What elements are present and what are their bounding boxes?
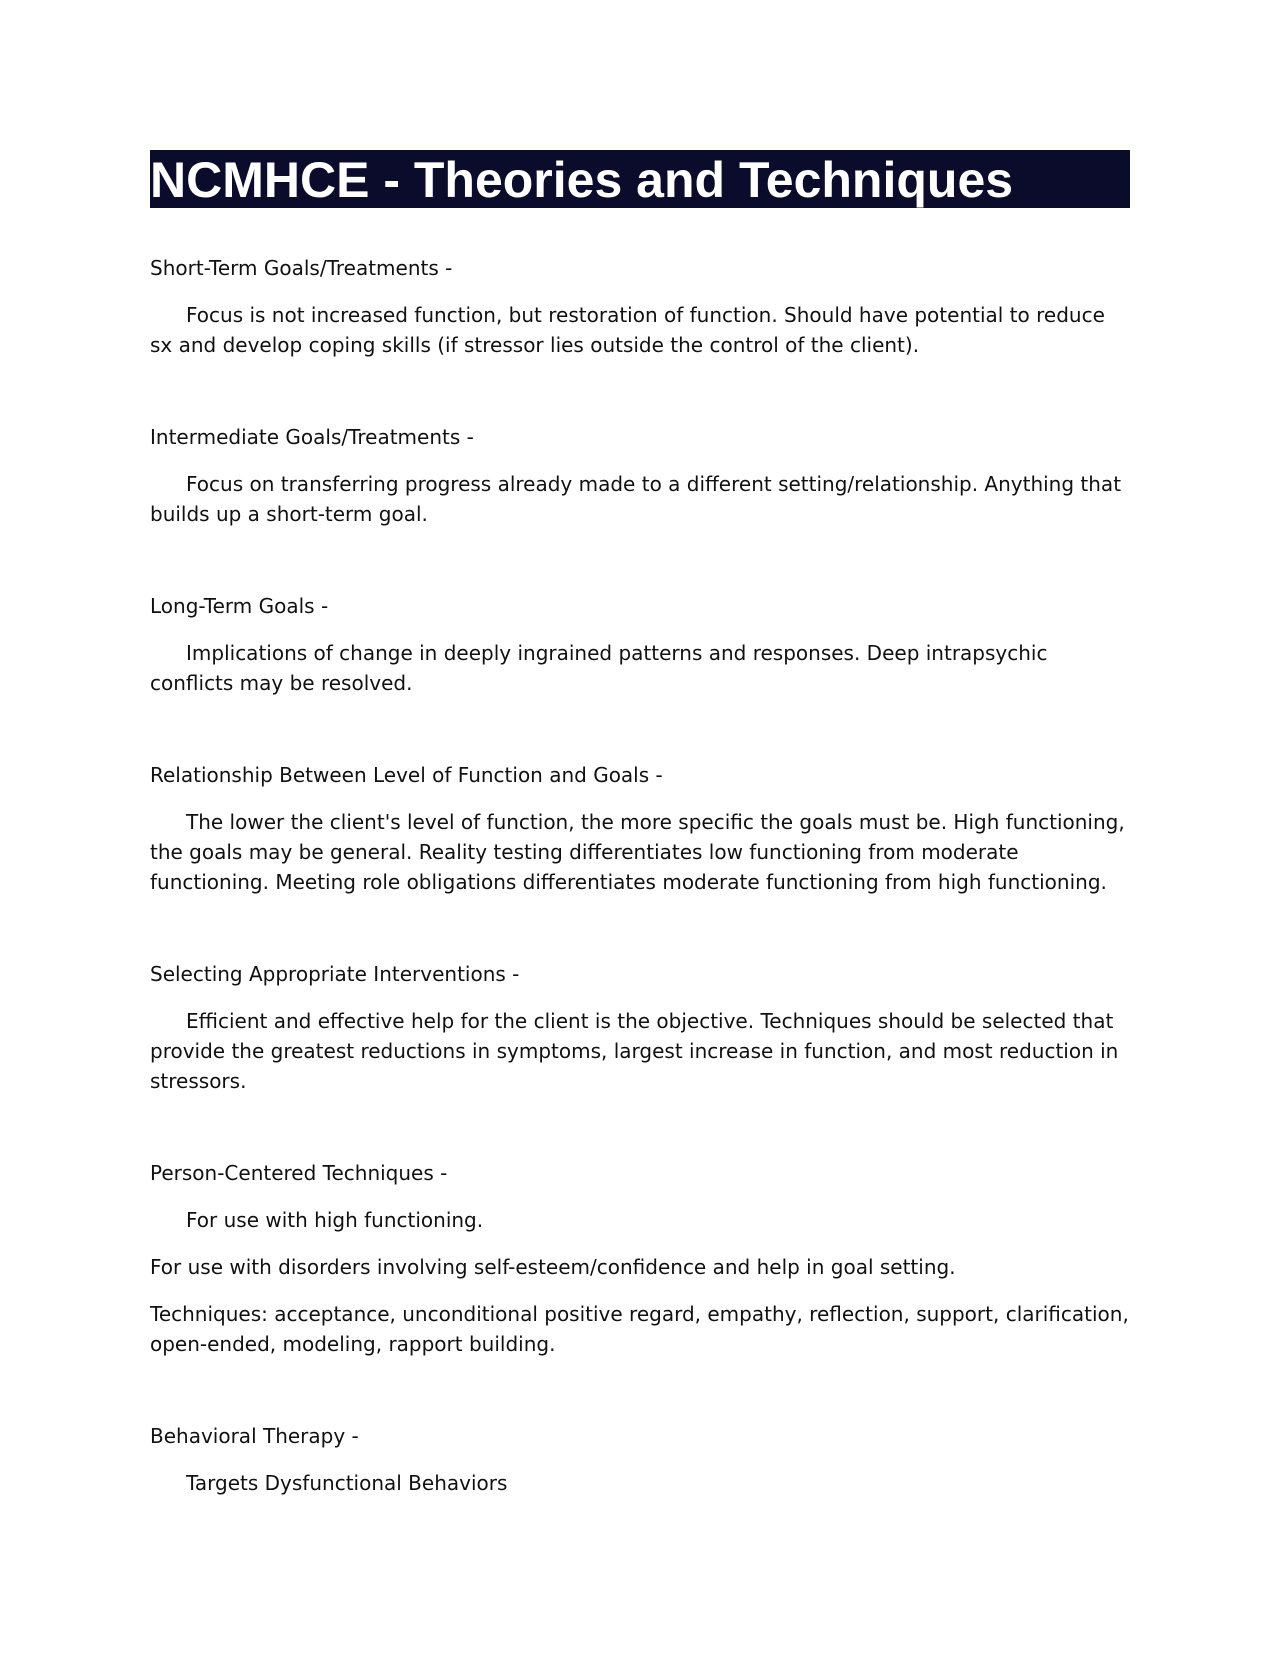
section-relationship-function-goals [150, 760, 1130, 897]
section-long-term-goals [150, 591, 1130, 698]
section-paragraph: Efficient and effective help for the client is the objective. Techniques should be selected that provide the greatest reductions in symptoms, largest increase in function, and most reduction in stressors. [150, 1009, 1119, 1093]
title-banner [150, 150, 1130, 208]
section-term: Long-Term Goals - [150, 594, 329, 618]
section-short-term-goals [150, 253, 1130, 360]
page-title: NCMHCE - Theories and Techniques [150, 152, 1014, 208]
section-term: Intermediate Goals/Treatments - [150, 425, 474, 449]
section-paragraph: Targets Dysfunctional Behaviors [186, 1471, 508, 1495]
section-paragraph: Implications of change in deeply ingrained patterns and responses. Deep intrapsychic conflicts may be resolved. [150, 641, 1048, 695]
section-term: Behavioral Therapy - [150, 1424, 359, 1448]
section-term: Person-Centered Techniques - [150, 1161, 448, 1185]
section-intermediate-goals [150, 422, 1130, 529]
section-paragraph: For use with high functioning. [186, 1208, 484, 1232]
section-selecting-interventions [150, 959, 1130, 1096]
section-term: Selecting Appropriate Interventions - [150, 962, 520, 986]
section-paragraph: For use with disorders involving self-esteem/confidence and help in goal setting. [150, 1255, 956, 1279]
section-term: Short-Term Goals/Treatments - [150, 256, 453, 280]
section-paragraph: Techniques: acceptance, unconditional positive regard, empathy, reflection, support, clarification, open-ended, modeling, rapport building. [150, 1302, 1129, 1356]
document-page [150, 150, 1130, 1515]
section-paragraph: The lower the client's level of function, the more specific the goals must be. High functioning, the goals may be general. Reality testing differentiates low functioning from moderate functioning. Meeting role obligations differentiates moderate functioning from high functioning. [150, 810, 1125, 894]
section-term: Relationship Between Level of Function and Goals - [150, 763, 663, 787]
section-person-centered [150, 1158, 1130, 1359]
section-behavioral-therapy [150, 1421, 1130, 1498]
section-paragraph: Focus on transferring progress already made to a different setting/relationship. Anything that builds up a short-term goal. [150, 472, 1122, 526]
section-paragraph: Focus is not increased function, but restoration of function. Should have potential to reduce sx and develop coping skills (if stressor lies outside the control of the client). [150, 303, 1105, 357]
